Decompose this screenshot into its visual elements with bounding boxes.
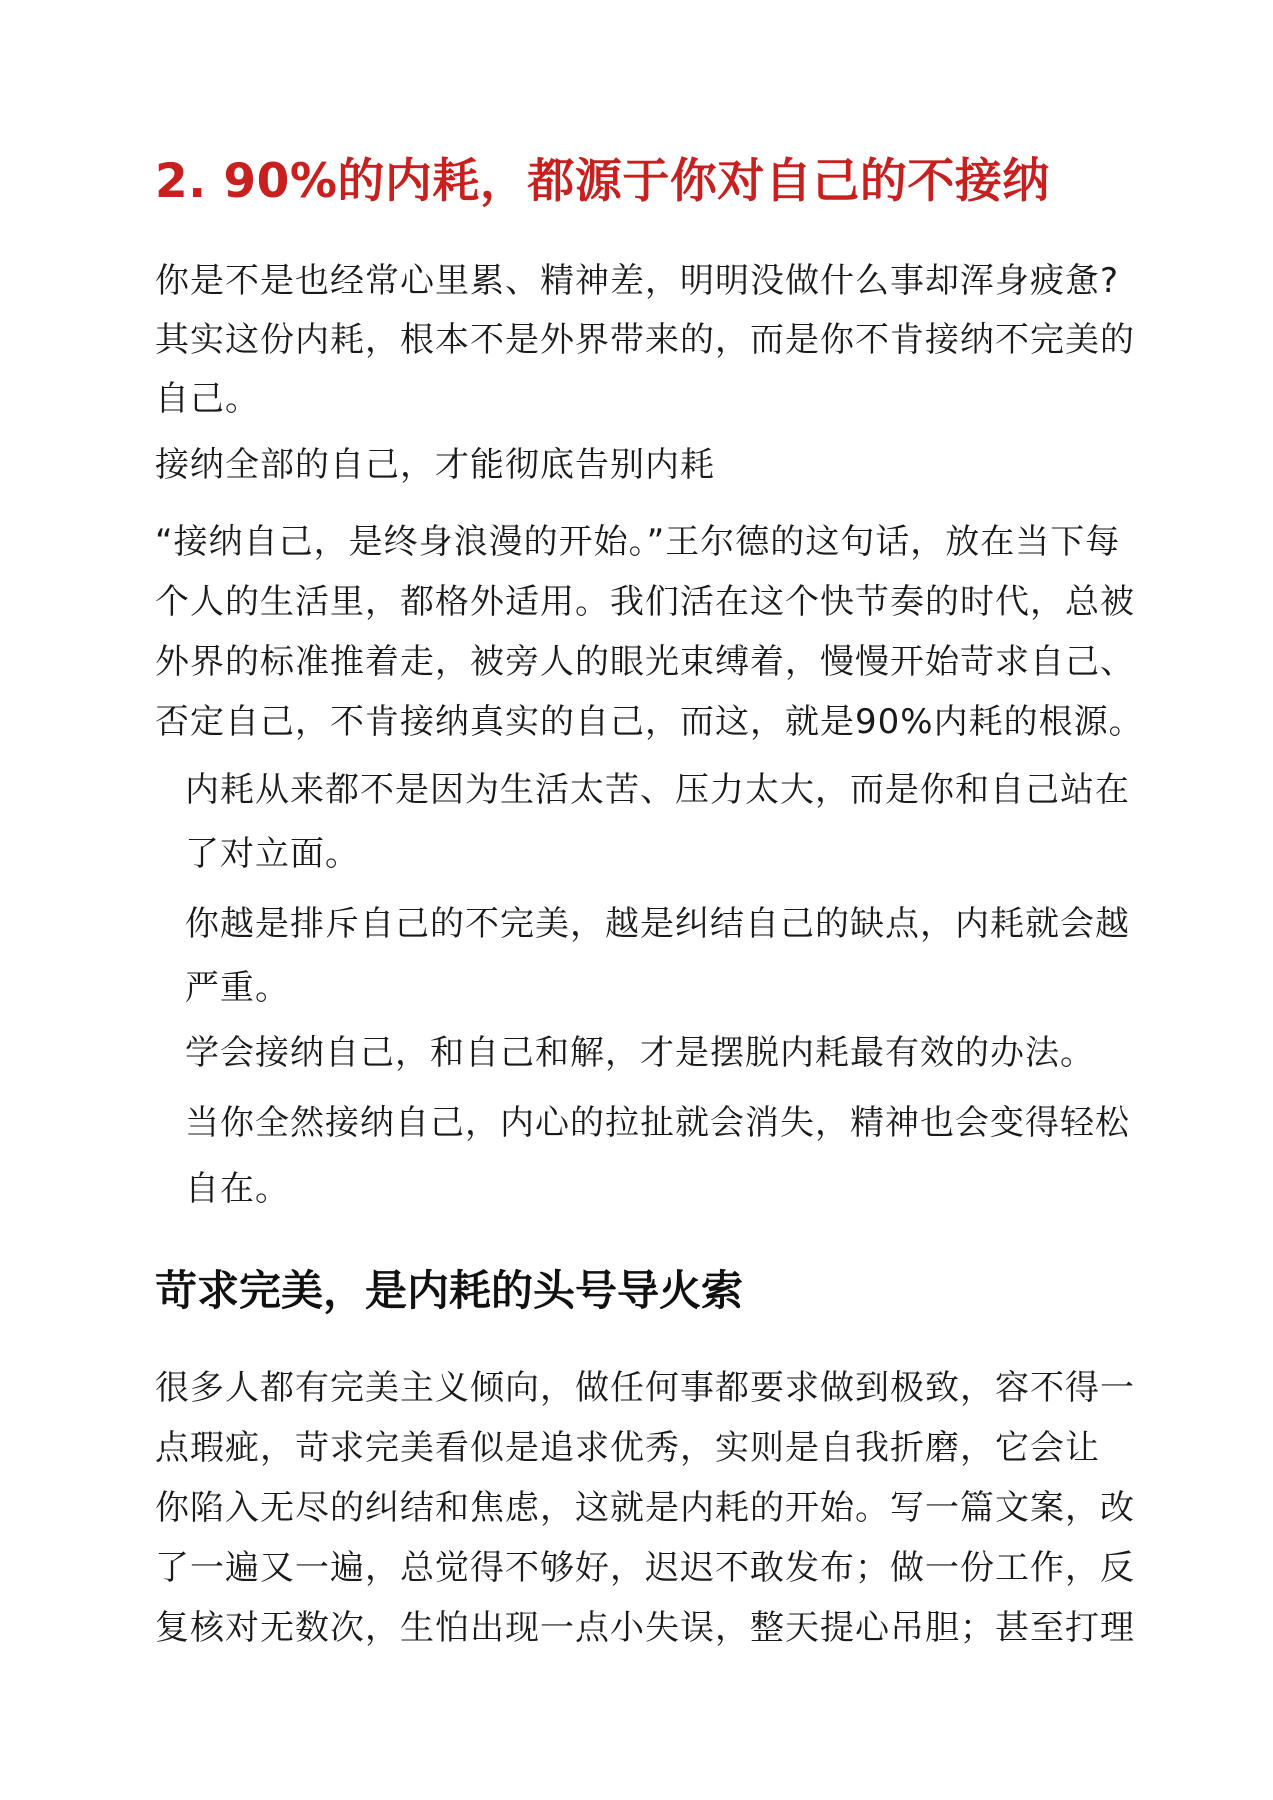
page-title: 2. 90%的内耗，都源于你对自己的不接纳: [155, 154, 1050, 209]
indent-line: 学会接纳自己，和自己和解，才是摆脱内耗最有效的办法。: [185, 1033, 1095, 1073]
indent-line: 了对立面。: [185, 834, 360, 874]
section-line: 很多人都有完美主义倾向，做任何事都要求做到极致，容不得一: [155, 1368, 1135, 1408]
indent-paragraph-2: [185, 892, 1130, 1020]
indent-paragraph-1: [185, 758, 1130, 886]
subheading: 接纳全部的自己，才能彻底告别内耗: [155, 445, 715, 485]
indent-line: 严重。: [185, 968, 290, 1008]
quote-line: 外界的标准推着走，被旁人的眼光束缚着，慢慢开始苛求自己、: [155, 642, 1135, 682]
indent-paragraph-4: [185, 1090, 1130, 1222]
section-paragraph: [155, 1358, 1135, 1658]
intro-line: 你是不是也经常心里累、精神差，明明没做什么事却浑身疲惫?: [155, 261, 1120, 301]
indent-line: 内耗从来都不是因为生活太苦、压力太大，而是你和自己站在: [185, 770, 1130, 810]
intro-line: 其实这份内耗，根本不是外界带来的，而是你不肯接纳不完美的: [155, 320, 1135, 360]
intro-line: 自己。: [155, 379, 260, 419]
section-line: 你陷入无尽的纠结和焦虑，这就是内耗的开始。写一篇文案，改: [155, 1488, 1135, 1528]
quote-line: “接纳自己，是终身浪漫的开始。”王尔德的这句话，放在当下每: [155, 522, 1121, 562]
section-heading: 苛求完美，是内耗的头号导火索: [155, 1266, 744, 1315]
indent-paragraph-3: [185, 1024, 1095, 1083]
quote-line: 个人的生活里，都格外适用。我们活在这个快节奏的时代，总被: [155, 582, 1135, 622]
indent-line: 你越是排斥自己的不完美，越是纠结自己的缺点，内耗就会越: [185, 904, 1130, 944]
quote-paragraph: [155, 512, 1144, 752]
intro-paragraph: [155, 252, 1135, 429]
document-page: [155, 0, 1144, 1800]
indent-line: 当你全然接纳自己，内心的拉扯就会消失，精神也会变得轻松: [185, 1103, 1130, 1143]
quote-line: 否定自己，不肯接纳真实的自己，而这，就是90%内耗的根源。: [155, 702, 1144, 742]
indent-line: 自在。: [185, 1169, 290, 1209]
section-line: 了一遍又一遍，总觉得不够好，迟迟不敢发布；做一份工作，反: [155, 1548, 1135, 1588]
section-line: 复核对无数次，生怕出现一点小失误，整天提心吊胆；甚至打理: [155, 1608, 1135, 1648]
section-line: 点瑕疵，苛求完美看似是追求优秀，实则是自我折磨，它会让: [155, 1428, 1100, 1468]
